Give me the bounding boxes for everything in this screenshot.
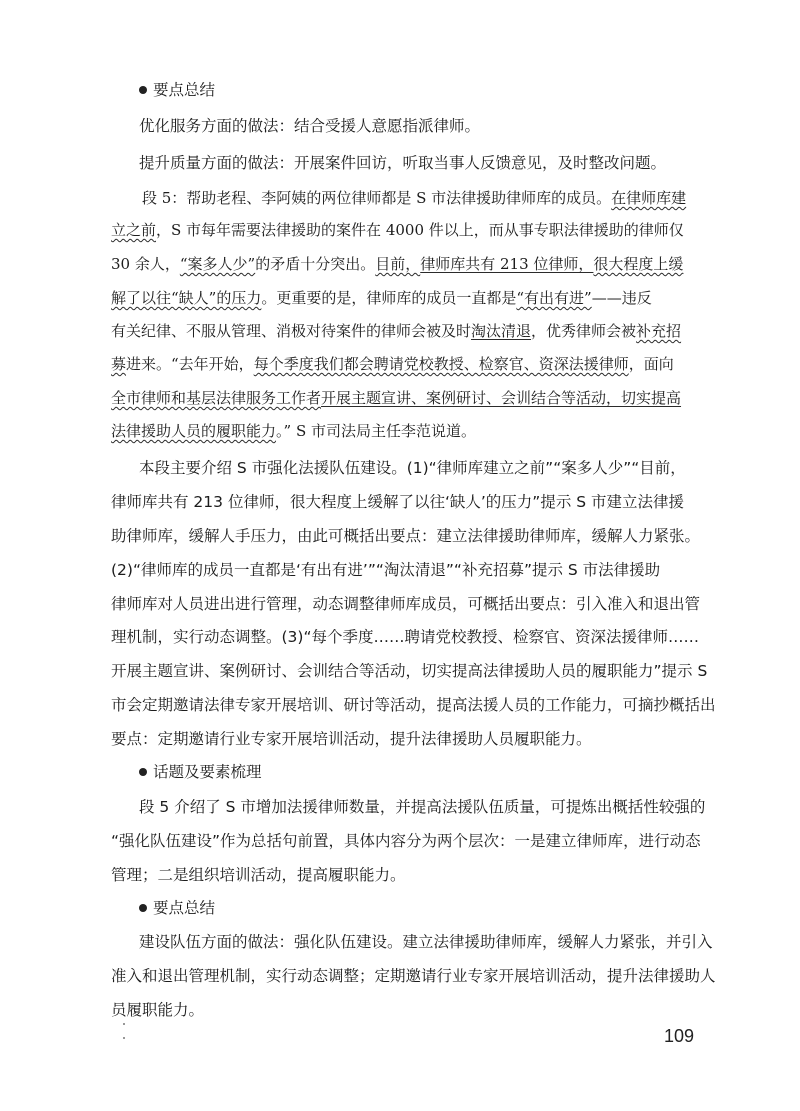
bullet-icon [139,86,147,94]
para5-wavy-text: 募 [111,355,127,373]
para5-wavy-text: 补充招 [636,322,682,340]
bullet-icon [139,904,147,912]
para5-text: ，S 市每年需要法律援助的案件在 4000 件以上，而从事专职法律援助的律师仅 [156,221,684,239]
para5-line-4 [111,287,800,309]
summary-heading-2 [139,897,800,919]
para5-underlined-text: 律师库共有 213 位律师， [420,255,594,273]
summary-heading-2-text: 要点总结 [153,899,216,917]
para5-line-5 [111,320,800,342]
para5-text: 30 余人， [111,255,180,273]
analysis-line: 开展主题宣讲、案例研讨、会训结合等活动，切实提高法律援助人员的履职能力”提示 S [111,662,708,680]
para5-wavy-text: 解了以往“缺人”的压力 [111,289,262,307]
page-number: 109 [664,1026,695,1046]
para5-wavy-text: 每个季度我们都会聘请党校教授、检察官、资深法援律师 [253,355,629,373]
para5-line-1 [142,187,800,209]
para5-wavy-text: 法律援助人员的履职能力 [111,422,277,440]
para5-wavy-text: 很大程度上缓 [593,255,684,273]
topic-line: 管理；二是组织培训活动，提高履职能力。 [111,866,406,884]
summary-line: 员履职能力。 [111,1001,205,1019]
topic-heading [139,761,800,783]
summary-line: 建设队伍方面的做法：强化队伍建设。建立法律援助律师库，缓解人力紧张，并引入 [139,933,713,951]
para5-wavy-text: “有出有进” [516,289,592,307]
para5-text: ，面向 [628,355,674,373]
summary-line-2: 提升质量方面的做法：开展案件回访，听取当事人反馈意见，及时整改问题。 [139,154,667,172]
scan-speck [123,1037,125,1039]
para5-text: 。更重要的是，律师库的成员一直都是 [261,289,517,307]
topic-line: “强化队伍建设”作为总括句前置，具体内容分为两个层次：一是建立律师库，进行动态 [111,832,701,850]
para5-text: 。” S 市司法局主任李范说道。 [276,422,476,440]
para5-underlined-text: 开展主题宣讲、案例研讨、会训结合等活动，切实提高 [321,389,682,407]
para5-text: 段 5：帮助老程、李阿姨的两位律师都是 S 市法律援助律师库的成员。 [142,189,612,207]
para5-text: ——违反 [591,289,652,307]
bullet-icon [139,768,147,776]
topic-line: 段 5 介绍了 S 市增加法援律师数量，并提高法援队伍质量，可提炼出概括性较强的 [139,798,706,816]
analysis-line: 市会定期邀请法律专家开展培训、研讨等活动，提高法援人员的工作能力，可摘抄概括出 [111,696,716,714]
topic-heading-text: 话题及要素梳理 [153,763,262,781]
scan-speck [123,1023,125,1025]
summary-heading-1 [139,79,800,101]
analysis-line: 律师库对人员进出进行管理，动态调整律师库成员，可概括出要点：引入准入和退出管 [111,595,701,613]
para5-line-7 [111,387,800,409]
para5-line-6 [111,353,800,375]
para5-wavy-text: 目前， [375,255,421,273]
analysis-line: (2)“律师库的成员一直都是‘有出有进’”“淘汰清退”“补充招募”提示 S 市法律援助 [111,561,661,579]
para5-wavy-text: 立之前 [111,221,157,239]
para5-line-2 [111,219,800,241]
para5-wavy-text: 在律师库建 [611,189,687,207]
analysis-line: 理机制，实行动态调整。(3)“每个季度……聘请党校教授、检察官、资深法援律师…… [111,628,699,646]
para5-wavy-text: 全市律师和基层法律服务工作者 [111,389,322,407]
para5-underlined-text: 淘汰清退 [471,322,532,340]
para5-wavy-text: “案多人少” [179,255,256,273]
para5-line-3 [111,253,800,275]
analysis-line: 律师库共有 213 位律师，很大程度上缓解了以往‘缺人’的压力”提示 S 市建立法律援 [111,493,685,511]
para5-text: 的矛盾十分突出。 [255,255,376,273]
summary-line: 准入和退出管理机制，实行动态调整；定期邀请行业专家开展培训活动，提升法律援助人 [111,967,716,985]
summary-line-1: 优化服务方面的做法：结合受援人意愿指派律师。 [139,117,481,135]
para5-text: 有关纪律、不服从管理、消极对待案件的律师会被及时 [111,322,472,340]
analysis-line: 本段主要介绍 S 市强化法援队伍建设。(1)“律师库建立之前”“案多人少”“目前， [139,459,686,477]
analysis-line: 要点：定期邀请行业专家开展培训活动，提升法律援助人员履职能力。 [111,730,592,748]
summary-heading-1-text: 要点总结 [153,81,216,99]
para5-text: 进来。“去年开始， [126,355,254,373]
analysis-line: 助律师库，缓解人手压力，由此可概括出要点：建立法律援助律师库，缓解人力紧张。 [111,527,701,545]
para5-line-8 [111,420,800,442]
para5-text: ，优秀律师会被 [531,322,637,340]
